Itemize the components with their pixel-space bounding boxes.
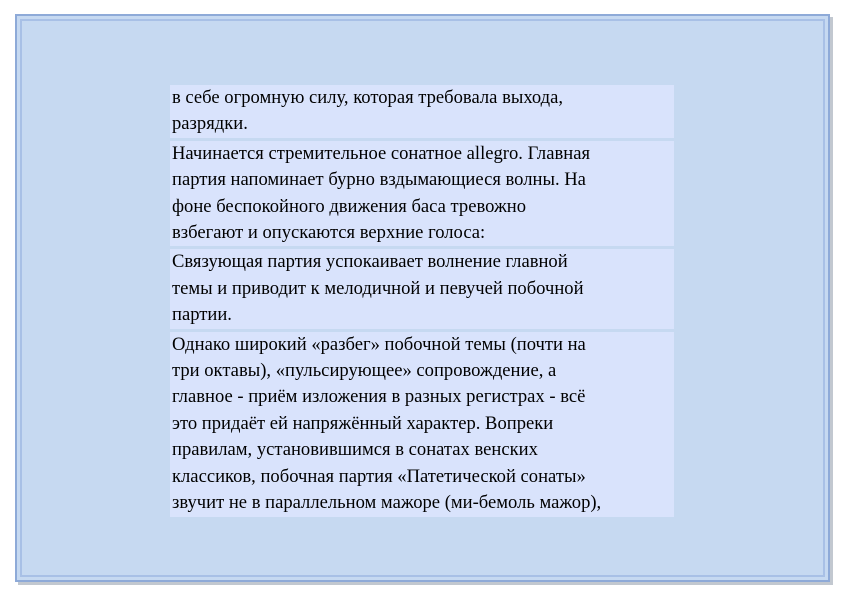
text-line: правилам, установившимся в сонатах венских xyxy=(172,439,538,461)
text-line: Начинается стремительное сонатное allegro. Главная xyxy=(172,142,590,164)
text-line: разрядки. xyxy=(172,113,248,135)
text-line: классиков, побочная партия «Патетической сонаты» xyxy=(172,465,586,487)
text-line: это придаёт ей напряжённый характер. Вопреки xyxy=(172,412,554,434)
paragraph-1 xyxy=(170,85,674,138)
text-line: партии. xyxy=(172,304,232,326)
text-line: главное - приём изложения в разных регистрах - всё xyxy=(172,386,586,408)
paragraph-4 xyxy=(170,332,674,517)
text-line: три октавы), «пульсирующее» сопровождение, а xyxy=(172,360,557,382)
text-line: Однако широкий «разбег» побочной темы (почти на xyxy=(172,333,586,355)
text-line: темы и приводит к мелодичной и певучей побочной xyxy=(172,277,584,299)
text-line: фоне беспокойного движения баса тревожно xyxy=(172,195,527,217)
text-line: звучит не в параллельном мажоре (ми-бемоль мажор), xyxy=(172,492,602,514)
text-line: Связующая партия успокаивает волнение главной xyxy=(172,251,568,273)
text-line: взбегают и опускаются верхние голоса: xyxy=(172,222,486,244)
paragraph-2 xyxy=(170,141,674,247)
text-line: в себе огромную силу, которая требовала выхода, xyxy=(172,87,564,108)
text-line: партия напоминает бурно вздымающиеся волны. На xyxy=(172,169,586,191)
slide-text-block xyxy=(170,85,674,520)
paragraph-3 xyxy=(170,249,674,328)
